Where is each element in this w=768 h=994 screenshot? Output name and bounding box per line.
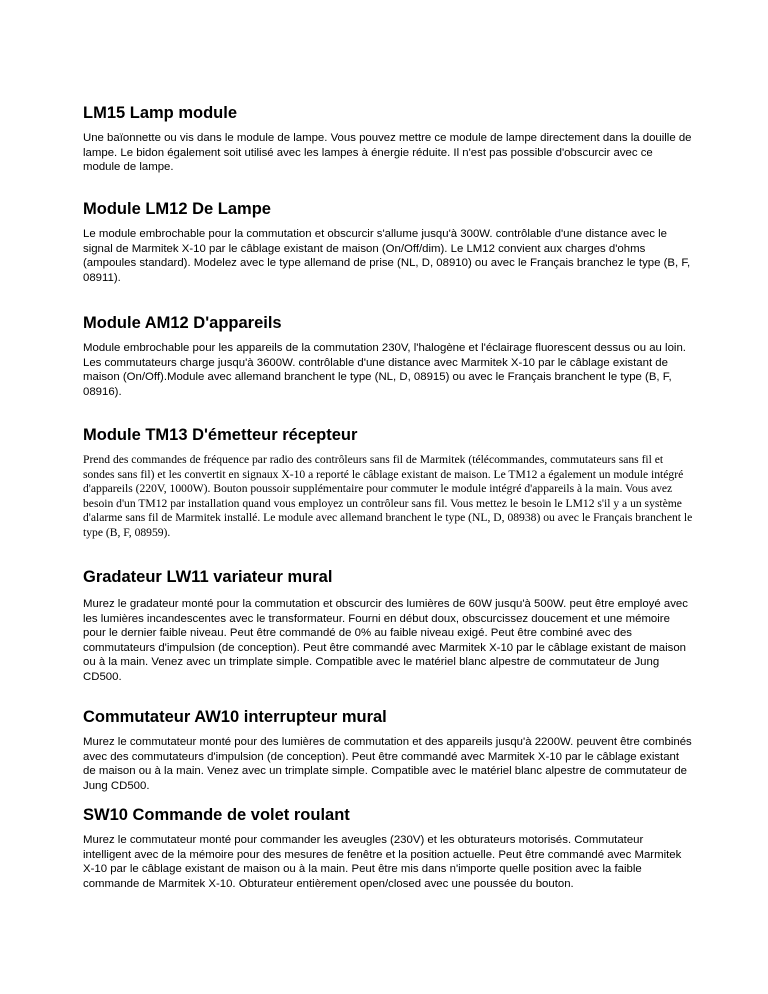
section-text: Murez le commutateur monté pour commander les aveugles (230V) et les obturateurs motorisés. Commutateur intelligent avec de la mémoire pour des mesures de fenêtre et la position actuelle. Peut être commandé avec Marmitek X-10 par le câblage existant de maison ou à la main. Peut être mis dans n'importe quelle position avec la faible commande de Marmitek X-10. Obturateur entièrement open/closed avec une poussée du bouton. <box>83 834 682 890</box>
section-am12 <box>83 313 693 399</box>
section-text: Une baïonnette ou vis dans le module de lampe. Vous pouvez mettre ce module de lampe directement dans la douille de lampe. Le bidon également soit utilisé avec les lampes à énergie réduite. Il n'est pas possible d'obscurcir avec ce module de lampe. <box>83 132 692 174</box>
section-title: Module TM13 D'émetteur récepteur <box>83 426 358 444</box>
section-text: Prend des commandes de fréquence par radio des contrôleurs sans fil de Marmitek (télécommandes, commutateurs sans fil et sondes sans fil) et les convertit en signaux X-10 a reporté le câblage existant de maison. Le TM12 a également un module intégré d'appareils (220V, 1000W). Bouton poussoir supplémentaire pour commuter le module intégré d'appareils à la main. Vous avez besoin d'un TM12 par installation quand vous employez un contrôleur sans fil. Vous mettez le besoin le LM12 s'il y a un système d'alarme sans fil de Marmitek installé. Le module avec allemand branchent le type (NL, D, 08938) ou avec le Français branchent le type (B, F, 08959). <box>83 453 693 539</box>
section-title: Commutateur AW10 interrupteur mural <box>83 708 387 726</box>
section-title: SW10 Commande de volet roulant <box>83 806 350 824</box>
section-text: Le module embrochable pour la commutation et obscurcir s'allume jusqu'à 300W. contrôlable d'une distance avec le signal de Marmitek X-10 par le câblage existant de maison (On/Off/dim). Le LM12 convient aux charges d'ohms (ampoules standard). Modelez avec le type allemand de prise (NL, D, 08910) ou avec le Français branchez le type (B, F, 08911). <box>83 228 691 284</box>
section-aw10 <box>83 707 693 793</box>
section-text: Murez le gradateur monté pour la commutation et obscurcir des lumières de 60W jusqu'à 500W. peut être employé avec les lumières incandescentes avec le transformateur. Fourni en début doux, obscurcissez doucement et une mémoire pour le dernier faible niveau. Peut être commandé de 0% au faible niveau exigé. Peut être combiné avec des commutateurs d'impulsion (de conception). Peut être commandé avec Marmitek X-10 par le câblage existant de maison ou à la main. Venez avec un trimplate simple. Compatible avec le matériel blanc alpestre de commutateur de Jung CD500. <box>83 598 688 683</box>
section-sw10 <box>83 805 693 891</box>
section-lm12 <box>83 199 693 285</box>
section-text: Module embrochable pour les appareils de la commutation 230V, l'halogène et l'éclairage fluorescent dessus ou au loin. Les commutateurs charge jusqu'à 3600W. contrôlable d'une distance avec Marmitek X-10 par le câblage existant de maison (On/Off).Module avec allemand branchent le type (NL, D, 08915) ou avec le Français branchent le type (B, F, 08916). <box>83 342 686 398</box>
section-title: Module AM12 D'appareils <box>83 314 282 332</box>
section-lm15 <box>83 103 693 175</box>
section-lw11 <box>83 567 693 685</box>
section-text: Murez le commutateur monté pour des lumières de commutation et des appareils jusqu'à 2200W. peuvent être combinés avec des commutateurs d'impulsion (de conception). Peut être commandé avec Marmitek X-10 par le câblage existant de maison ou à la main. Venez avec un trimplate simple. Compatible avec le matériel blanc alpestre de commutateur de Jung CD500. <box>83 736 692 792</box>
section-title: Module LM12 De Lampe <box>83 200 271 218</box>
section-title: LM15 Lamp module <box>83 104 238 122</box>
section-title: Gradateur LW11 variateur mural <box>83 568 333 586</box>
section-tm13 <box>83 425 693 541</box>
